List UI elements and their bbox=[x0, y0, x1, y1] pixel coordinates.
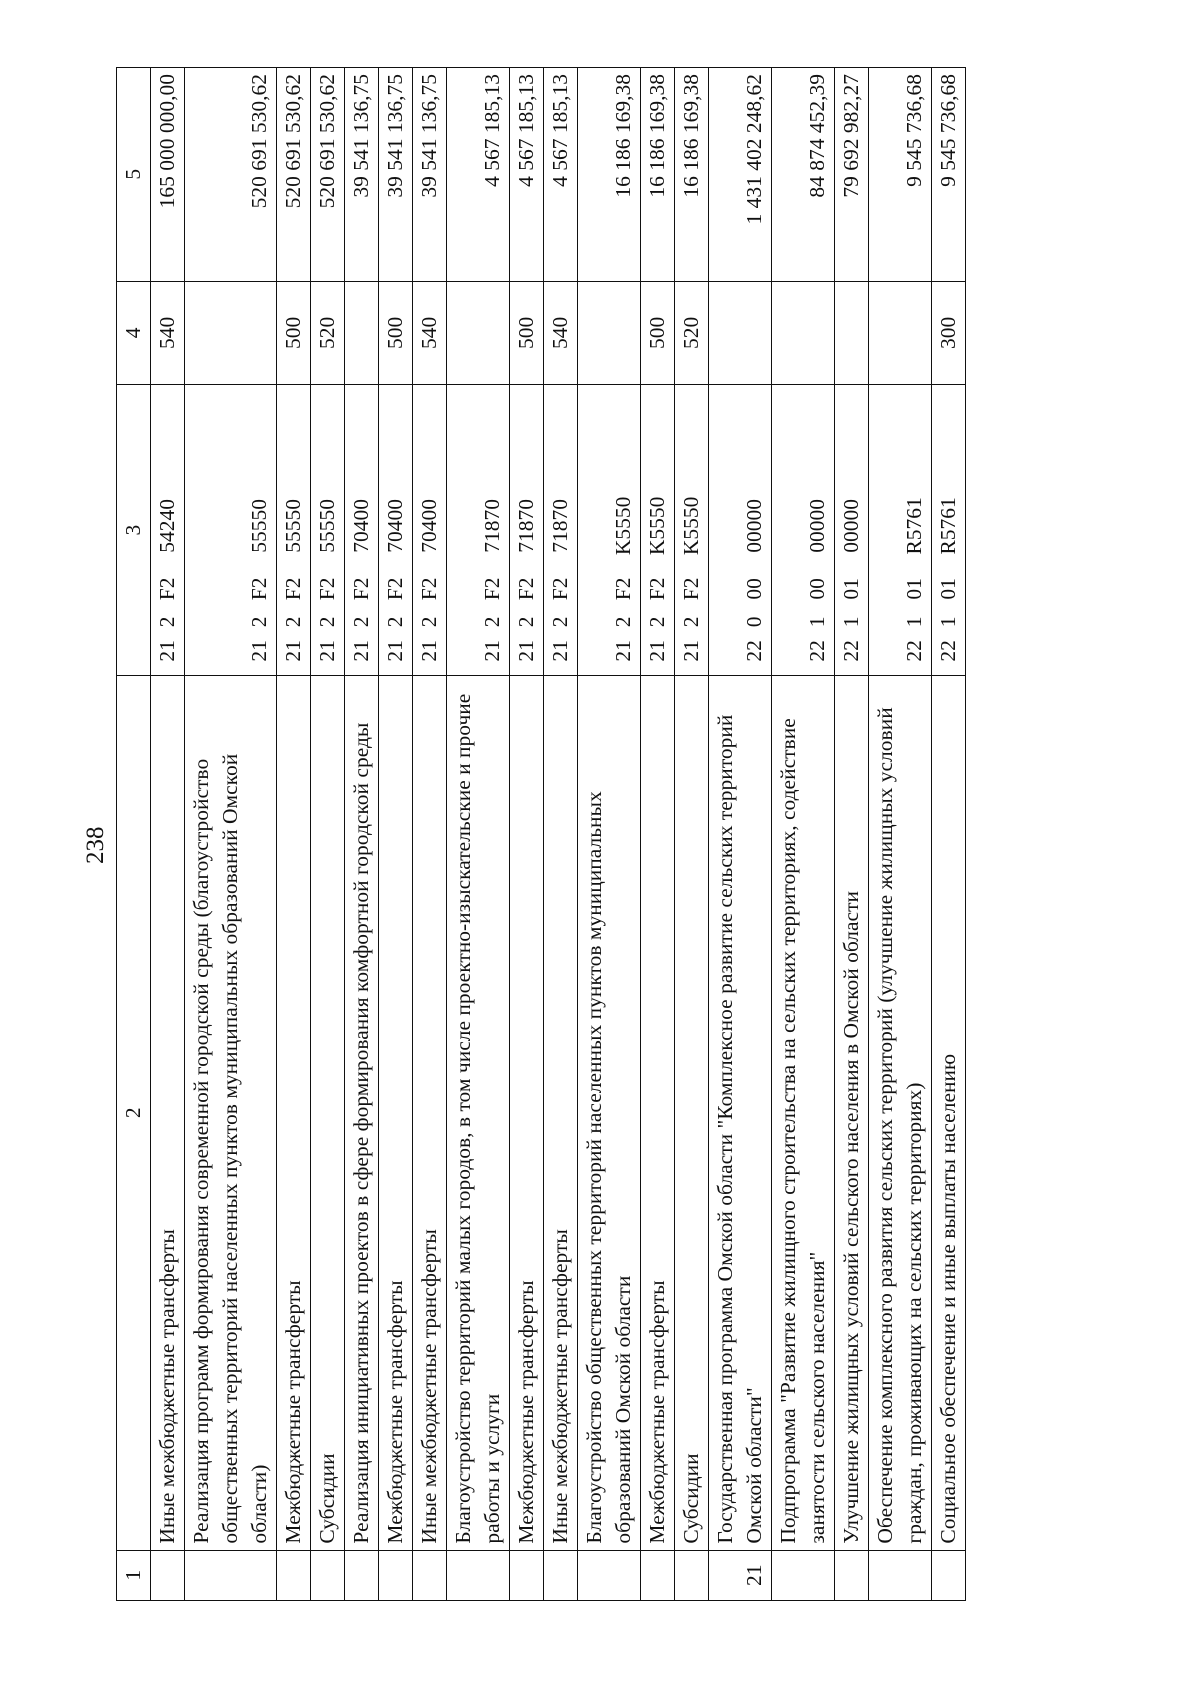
amount-cell: 16 186 169,38 bbox=[675, 68, 709, 282]
table-row bbox=[311, 68, 345, 1601]
code-part: 1 bbox=[936, 616, 961, 628]
code-part: 2 bbox=[679, 616, 704, 628]
classification-code-cell bbox=[675, 385, 709, 676]
row-number-cell bbox=[869, 1550, 932, 1600]
classification-code-cell bbox=[544, 385, 578, 676]
code-part: 1 bbox=[839, 616, 864, 628]
code-part: 21 bbox=[155, 640, 180, 662]
item-name-cell: Межбюджетные трансферты bbox=[277, 675, 311, 1550]
expense-type-cell: 500 bbox=[510, 281, 544, 385]
amount-cell: 4 567 185,13 bbox=[447, 68, 510, 282]
amount-cell: 16 186 169,38 bbox=[578, 68, 641, 282]
code-part: 00 bbox=[805, 578, 830, 600]
classification-code-cell bbox=[345, 385, 379, 676]
table-row bbox=[709, 68, 772, 1601]
column-header: 2 bbox=[117, 675, 151, 1550]
code-part: 21 bbox=[349, 640, 374, 662]
table-row bbox=[510, 68, 544, 1601]
table-row bbox=[869, 68, 932, 1601]
code-part: 01 bbox=[839, 578, 864, 600]
classification-code-cell bbox=[151, 385, 185, 676]
row-number-cell bbox=[447, 1550, 510, 1600]
item-name-cell: Реализация программ формирования современной городской среды (благоустройство общественных территорий населенных пунктов муниципальных образований Омской области) bbox=[185, 675, 277, 1550]
page-number: 238 bbox=[82, 826, 109, 864]
row-number-cell bbox=[772, 1550, 835, 1600]
row-number-cell bbox=[578, 1550, 641, 1600]
code-part: 2 bbox=[548, 616, 573, 628]
code-part: 70400 bbox=[349, 499, 374, 553]
code-part: F2 bbox=[155, 577, 180, 601]
code-part: 55550 bbox=[247, 499, 272, 553]
classification-code-cell bbox=[413, 385, 447, 676]
code-part: 21 bbox=[247, 640, 272, 662]
classification-code bbox=[837, 391, 866, 669]
amount-cell: 520 691 530,62 bbox=[311, 68, 345, 282]
code-part: 71870 bbox=[480, 499, 505, 553]
row-number-cell bbox=[185, 1550, 277, 1600]
expense-type-cell: 520 bbox=[311, 281, 345, 385]
expense-type-cell bbox=[835, 281, 869, 385]
row-number-cell bbox=[932, 1550, 966, 1600]
code-part: 55550 bbox=[281, 499, 306, 553]
code-part: 22 bbox=[805, 640, 830, 662]
code-part: F2 bbox=[611, 577, 636, 601]
row-number-cell: 21 bbox=[709, 1550, 772, 1600]
code-part: K5550 bbox=[679, 496, 704, 556]
code-part: 0 bbox=[742, 616, 767, 628]
code-part: F2 bbox=[417, 577, 442, 601]
item-name-cell: Социальное обеспечение и иные выплаты населению bbox=[932, 675, 966, 1550]
classification-code bbox=[546, 391, 575, 669]
table-row bbox=[447, 68, 510, 1601]
classification-code bbox=[934, 391, 963, 669]
column-header: 5 bbox=[117, 68, 151, 282]
expense-type-cell bbox=[709, 281, 772, 385]
classification-code-cell bbox=[277, 385, 311, 676]
item-name-cell: Улучшение жилищных условий сельского населения в Омской области bbox=[835, 675, 869, 1550]
code-part: R5761 bbox=[936, 497, 961, 555]
classification-code bbox=[245, 391, 274, 669]
code-part: 2 bbox=[514, 616, 539, 628]
code-part: 2 bbox=[645, 616, 670, 628]
classification-code bbox=[900, 391, 929, 669]
amount-cell: 39 541 136,75 bbox=[413, 68, 447, 282]
row-number-cell bbox=[277, 1550, 311, 1600]
code-part: 2 bbox=[480, 616, 505, 628]
code-part: 2 bbox=[611, 616, 636, 628]
code-part: F2 bbox=[281, 577, 306, 601]
expense-type-cell bbox=[185, 281, 277, 385]
classification-code bbox=[153, 391, 182, 669]
code-part: 00000 bbox=[805, 499, 830, 553]
code-part: 71870 bbox=[514, 499, 539, 553]
classification-code bbox=[677, 391, 706, 669]
row-number-cell bbox=[151, 1550, 185, 1600]
row-number-cell bbox=[345, 1550, 379, 1600]
item-name-cell: Субсидии bbox=[675, 675, 709, 1550]
item-name-cell: Благоустройство территорий малых городов, в том числе проектно-изыскательские и прочие работы и услуги bbox=[447, 675, 510, 1550]
item-name-cell: Благоустройство общественных территорий населенных пунктов муниципальных образований Омской области bbox=[578, 675, 641, 1550]
table-row bbox=[185, 68, 277, 1601]
item-name-cell: Межбюджетные трансферты bbox=[510, 675, 544, 1550]
row-number-cell bbox=[835, 1550, 869, 1600]
code-part: 2 bbox=[383, 616, 408, 628]
expense-type-cell: 300 bbox=[932, 281, 966, 385]
classification-code-cell bbox=[932, 385, 966, 676]
column-header: 1 bbox=[117, 1550, 151, 1600]
code-part: 2 bbox=[247, 616, 272, 628]
expense-type-cell: 500 bbox=[379, 281, 413, 385]
table-row bbox=[277, 68, 311, 1601]
code-part: 70400 bbox=[383, 499, 408, 553]
code-part: 2 bbox=[349, 616, 374, 628]
code-part: F2 bbox=[247, 577, 272, 601]
code-part: 2 bbox=[281, 616, 306, 628]
amount-cell: 1 431 402 248,62 bbox=[709, 68, 772, 282]
code-part: 21 bbox=[315, 640, 340, 662]
row-number-cell bbox=[544, 1550, 578, 1600]
classification-code bbox=[347, 391, 376, 669]
classification-code bbox=[279, 391, 308, 669]
classification-code bbox=[740, 391, 769, 669]
column-header: 3 bbox=[117, 385, 151, 676]
code-part: F2 bbox=[480, 577, 505, 601]
expense-type-cell bbox=[578, 281, 641, 385]
code-part: 22 bbox=[902, 640, 927, 662]
code-part: F2 bbox=[514, 577, 539, 601]
budget-table bbox=[116, 67, 966, 1601]
table-row bbox=[345, 68, 379, 1601]
classification-code bbox=[512, 391, 541, 669]
expense-type-cell: 520 bbox=[675, 281, 709, 385]
row-number-cell bbox=[311, 1550, 345, 1600]
classification-code-cell bbox=[772, 385, 835, 676]
code-part: 21 bbox=[281, 640, 306, 662]
amount-cell: 4 567 185,13 bbox=[510, 68, 544, 282]
expense-type-cell: 500 bbox=[641, 281, 675, 385]
code-part: 21 bbox=[679, 640, 704, 662]
classification-code-cell bbox=[379, 385, 413, 676]
table-row bbox=[772, 68, 835, 1601]
code-part: F2 bbox=[383, 577, 408, 601]
expense-type-cell bbox=[869, 281, 932, 385]
code-part: 00000 bbox=[839, 499, 864, 553]
classification-code-cell bbox=[447, 385, 510, 676]
code-part: 2 bbox=[417, 616, 442, 628]
classification-code-cell bbox=[709, 385, 772, 676]
table-row bbox=[641, 68, 675, 1601]
expense-type-cell: 540 bbox=[151, 281, 185, 385]
classification-code bbox=[609, 391, 638, 669]
amount-cell: 165 000 000,00 bbox=[151, 68, 185, 282]
code-part: 54240 bbox=[155, 499, 180, 553]
code-part: 21 bbox=[645, 640, 670, 662]
table-row bbox=[835, 68, 869, 1601]
classification-code-cell bbox=[835, 385, 869, 676]
code-part: 1 bbox=[805, 616, 830, 628]
amount-cell: 9 545 736,68 bbox=[932, 68, 966, 282]
code-part: 55550 bbox=[315, 499, 340, 553]
item-name-cell: Реализация инициативных проектов в сфере формирования комфортной городской среды bbox=[345, 675, 379, 1550]
table-row bbox=[675, 68, 709, 1601]
code-part: F2 bbox=[349, 577, 374, 601]
code-part: K5550 bbox=[645, 496, 670, 556]
amount-cell: 16 186 169,38 bbox=[641, 68, 675, 282]
code-part: 2 bbox=[315, 616, 340, 628]
row-number-cell bbox=[675, 1550, 709, 1600]
code-part: 00 bbox=[742, 578, 767, 600]
amount-cell: 79 692 982,27 bbox=[835, 68, 869, 282]
table-row bbox=[932, 68, 966, 1601]
code-part: 21 bbox=[514, 640, 539, 662]
code-part: 21 bbox=[480, 640, 505, 662]
row-number-cell bbox=[379, 1550, 413, 1600]
table-row bbox=[413, 68, 447, 1601]
classification-code-cell bbox=[311, 385, 345, 676]
item-name-cell: Межбюджетные трансферты bbox=[379, 675, 413, 1550]
amount-cell: 84 874 452,39 bbox=[772, 68, 835, 282]
item-name-cell: Иные межбюджетные трансферты bbox=[151, 675, 185, 1550]
amount-cell: 520 691 530,62 bbox=[185, 68, 277, 282]
classification-code bbox=[313, 391, 342, 669]
code-part: F2 bbox=[679, 577, 704, 601]
code-part: 70400 bbox=[417, 499, 442, 553]
code-part: 1 bbox=[902, 616, 927, 628]
item-name-cell: Межбюджетные трансферты bbox=[641, 675, 675, 1550]
expense-type-cell: 500 bbox=[277, 281, 311, 385]
code-part: 22 bbox=[839, 640, 864, 662]
item-name-cell: Подпрограмма "Развитие жилищного строительства на сельских территориях, содействие занятости сельского населения" bbox=[772, 675, 835, 1550]
expense-type-cell bbox=[772, 281, 835, 385]
row-number-cell bbox=[413, 1550, 447, 1600]
amount-cell: 4 567 185,13 bbox=[544, 68, 578, 282]
code-part: 21 bbox=[548, 640, 573, 662]
table-row bbox=[544, 68, 578, 1601]
expense-type-cell bbox=[345, 281, 379, 385]
code-part: R5761 bbox=[902, 497, 927, 555]
code-part: 01 bbox=[902, 578, 927, 600]
row-number-cell bbox=[510, 1550, 544, 1600]
classification-code-cell bbox=[185, 385, 277, 676]
row-number-cell bbox=[641, 1550, 675, 1600]
code-part: 22 bbox=[936, 640, 961, 662]
code-part: 21 bbox=[417, 640, 442, 662]
code-part: 22 bbox=[742, 640, 767, 662]
code-part: 2 bbox=[155, 616, 180, 628]
classification-code bbox=[803, 391, 832, 669]
header-row bbox=[117, 68, 151, 1601]
code-part: F2 bbox=[315, 577, 340, 601]
classification-code bbox=[415, 391, 444, 669]
code-part: 01 bbox=[936, 578, 961, 600]
table-row bbox=[578, 68, 641, 1601]
classification-code-cell bbox=[641, 385, 675, 676]
expense-type-cell: 540 bbox=[544, 281, 578, 385]
expense-type-cell bbox=[447, 281, 510, 385]
classification-code-cell bbox=[869, 385, 932, 676]
code-part: 21 bbox=[611, 640, 636, 662]
code-part: F2 bbox=[645, 577, 670, 601]
code-part: F2 bbox=[548, 577, 573, 601]
classification-code bbox=[381, 391, 410, 669]
column-header: 4 bbox=[117, 281, 151, 385]
amount-cell: 9 545 736,68 bbox=[869, 68, 932, 282]
code-part: 21 bbox=[383, 640, 408, 662]
item-name-cell: Иные межбюджетные трансферты bbox=[544, 675, 578, 1550]
classification-code bbox=[478, 391, 507, 669]
amount-cell: 520 691 530,62 bbox=[277, 68, 311, 282]
table-row bbox=[151, 68, 185, 1601]
item-name-cell: Иные межбюджетные трансферты bbox=[413, 675, 447, 1550]
code-part: K5550 bbox=[611, 496, 636, 556]
classification-code bbox=[643, 391, 672, 669]
amount-cell: 39 541 136,75 bbox=[345, 68, 379, 282]
item-name-cell: Субсидии bbox=[311, 675, 345, 1550]
expense-type-cell: 540 bbox=[413, 281, 447, 385]
classification-code-cell bbox=[578, 385, 641, 676]
table-row bbox=[379, 68, 413, 1601]
code-part: 71870 bbox=[548, 499, 573, 553]
classification-code-cell bbox=[510, 385, 544, 676]
code-part: 00000 bbox=[742, 499, 767, 553]
item-name-cell: Государственная программа Омской области "Комплексное развитие сельских территорий Омской области" bbox=[709, 675, 772, 1550]
item-name-cell: Обеспечение комплексного развития сельских территорий (улучшение жилищных условий граждан, проживающих на сельских территориях) bbox=[869, 675, 932, 1550]
amount-cell: 39 541 136,75 bbox=[379, 68, 413, 282]
